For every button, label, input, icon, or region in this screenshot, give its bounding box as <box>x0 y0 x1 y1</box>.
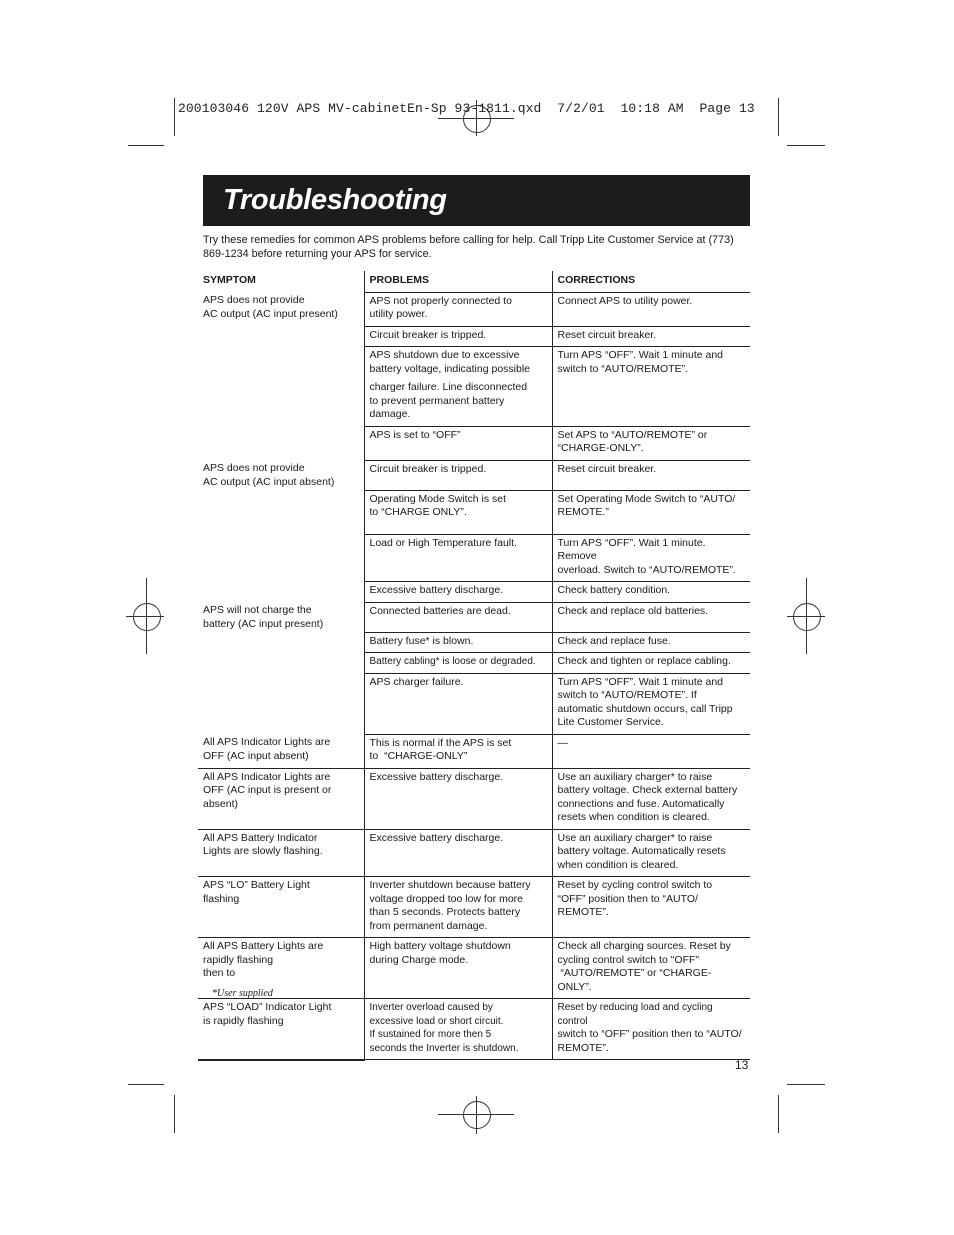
correction-text: “CHARGE-ONLY”. <box>557 442 644 454</box>
problem-text: excessive load or short circuit. <box>369 1015 504 1027</box>
symptom-cell <box>198 292 364 460</box>
correction-cell <box>552 999 750 1060</box>
problem-text: Battery cabling* is loose or degraded. <box>369 656 536 667</box>
correction-text: Set Operating Mode Switch to “AUTO/ <box>557 492 736 505</box>
symptom-text: APS will not charge the <box>203 604 312 616</box>
header-symptom: SYMPTOM <box>203 274 256 287</box>
correction-cell <box>552 653 750 674</box>
crop-mark <box>128 1084 164 1085</box>
header-corrections: CORRECTIONS <box>552 271 750 292</box>
symptom-text: AC output (AC input present) <box>203 307 338 320</box>
registration-circle <box>133 603 161 631</box>
symptom-text: flashing <box>203 892 240 905</box>
symptom-text: is rapidly flashing <box>203 1014 284 1027</box>
correction-text: Check and replace old batteries. <box>557 604 709 617</box>
correction-cell <box>552 602 750 632</box>
crop-mark <box>787 145 825 146</box>
problem-text: Inverter overload caused by <box>369 1002 493 1013</box>
symptom-cell <box>198 768 364 829</box>
correction-text: battery voltage. Automatically resets <box>557 845 726 857</box>
problem-text: during Charge mode. <box>369 953 469 966</box>
correction-cell <box>552 734 750 768</box>
problem-text: APS is set to “OFF” <box>369 428 461 441</box>
registration-circle <box>463 1101 491 1129</box>
correction-text: Turn APS “OFF”. Wait 1 minute. Remove <box>557 536 709 562</box>
correction-text: Reset circuit breaker. <box>557 328 657 341</box>
problem-cell <box>364 292 552 326</box>
symptom-cell <box>198 877 364 938</box>
problem-cell <box>364 999 552 1060</box>
problem-cell <box>364 877 552 938</box>
correction-text: “OFF” position then to “AUTO/ <box>557 892 698 905</box>
problem-text: voltage dropped too low for more <box>369 892 524 905</box>
problem-text: battery voltage, indicating possible <box>369 362 531 375</box>
problem-cell <box>364 768 552 829</box>
symptom-text: All APS Battery Lights are <box>203 940 324 952</box>
correction-text: Check and replace fuse. <box>557 634 671 647</box>
problem-cell <box>364 602 552 632</box>
symptom-text: All APS Battery Indicator <box>203 831 318 844</box>
symptom-text: APS “LO” Battery Light <box>203 879 310 891</box>
correction-text: Turn APS “OFF”. Wait 1 minute and <box>557 675 724 688</box>
problem-cell <box>364 460 552 490</box>
title-banner <box>203 175 750 226</box>
symptom-text: APS does not provide <box>203 462 305 474</box>
correction-text: overload. Switch to “AUTO/REMOTE”. <box>557 563 736 576</box>
correction-text: Reset by reducing load and cycling control <box>557 1002 716 1027</box>
problem-cell <box>364 653 552 674</box>
problem-text: APS charger failure. <box>369 675 464 688</box>
problem-cell <box>364 347 552 427</box>
correction-text: REMOTE.” <box>557 506 609 518</box>
correction-text: REMOTE”. <box>557 1041 609 1054</box>
problem-text: Excessive battery discharge. <box>369 584 504 596</box>
correction-text: battery voltage. Check external battery <box>557 784 738 796</box>
problem-cell <box>364 734 552 768</box>
problem-text: utility power. <box>369 308 428 320</box>
correction-text: Lite Customer Service. <box>557 716 664 728</box>
problem-text: charger failure. Line disconnected <box>369 381 528 393</box>
crop-mark <box>778 1095 779 1133</box>
table-row <box>198 460 750 490</box>
table-row <box>198 829 750 877</box>
troubleshooting-body <box>198 292 750 1060</box>
symptom-cell <box>198 999 364 1060</box>
correction-cell <box>552 426 750 460</box>
correction-cell <box>552 632 750 653</box>
correction-text: automatic shutdown occurs, call Tripp <box>557 702 733 715</box>
correction-text: cycling control switch to "OFF" <box>557 953 700 966</box>
problem-cell <box>364 490 552 534</box>
correction-text: connections and fuse. Automatically <box>557 797 725 810</box>
problem-text: Excessive battery discharge. <box>369 770 504 783</box>
troubleshooting-table <box>198 271 750 1061</box>
symptom-text: All APS Indicator Lights are <box>203 770 331 783</box>
correction-text: Set APS to “AUTO/REMOTE” or <box>557 428 708 441</box>
table-row <box>198 877 750 938</box>
crop-mark <box>174 1095 175 1133</box>
problem-text: to “CHARGE-ONLY” <box>369 750 468 762</box>
problem-text: seconds the Inverter is shutdown. <box>369 1042 519 1054</box>
problem-cell <box>364 829 552 877</box>
correction-text: Check all charging sources. Reset by <box>557 940 731 952</box>
table-row <box>198 768 750 829</box>
correction-text: switch to “AUTO/REMOTE”. <box>557 362 688 375</box>
correction-cell <box>552 460 750 490</box>
problem-text: Circuit breaker is tripped. <box>369 462 487 475</box>
table-row <box>198 602 750 632</box>
problem-cell <box>364 673 552 734</box>
problem-text: from permanent damage. <box>369 919 488 932</box>
correction-cell <box>552 582 750 603</box>
print-slug: 200103046 120V APS MV-cabinetEn-Sp 93-1811.qxd 7/2/01 10:18 AM Page 13 <box>178 101 755 116</box>
correction-cell <box>552 534 750 582</box>
page-number: 13 <box>735 1058 749 1072</box>
correction-text: Check battery condition. <box>557 584 671 596</box>
correction-cell <box>552 829 750 877</box>
problem-text: This is normal if the APS is set <box>369 736 512 749</box>
correction-text: switch to “AUTO/REMOTE”. If <box>557 689 697 701</box>
correction-text: Check and tighten or replace cabling. <box>557 655 731 667</box>
problem-text: Operating Mode Switch is set <box>369 492 507 505</box>
footnote: *User supplied <box>212 988 273 999</box>
problem-cell <box>364 632 552 653</box>
problem-text: High battery voltage shutdown <box>369 940 511 952</box>
symptom-text: then to <box>203 967 236 979</box>
symptom-text: rapidly flashing <box>203 953 274 966</box>
problem-text: APS shutdown due to excessive <box>369 349 520 361</box>
problem-text: than 5 seconds. Protects battery <box>369 906 521 918</box>
problem-cell <box>364 426 552 460</box>
symptom-text: absent) <box>203 797 239 810</box>
problem-cell <box>364 582 552 603</box>
problem-text: damage. <box>369 408 411 420</box>
page-title: Troubleshooting <box>223 184 447 216</box>
correction-cell <box>552 326 750 347</box>
problem-text: to “CHARGE ONLY”. <box>369 506 467 518</box>
correction-text: Use an auxiliary charger* to raise <box>557 770 713 783</box>
correction-cell <box>552 673 750 734</box>
correction-text: switch to “OFF” position then to “AUTO/ <box>557 1028 742 1040</box>
correction-text: — <box>557 736 568 749</box>
problem-text: Circuit breaker is tripped. <box>369 328 487 341</box>
problem-cell <box>364 534 552 582</box>
correction-cell <box>552 490 750 534</box>
correction-text: Turn APS “OFF”. Wait 1 minute and <box>557 349 724 361</box>
crop-mark <box>174 98 175 136</box>
problem-text: Inverter shutdown because battery <box>369 879 531 891</box>
symptom-text: APS “LOAD” Indicator Light <box>203 1001 332 1013</box>
correction-text: Connect APS to utility power. <box>557 294 693 307</box>
problem-text: Excessive battery discharge. <box>369 831 504 844</box>
correction-cell <box>552 877 750 938</box>
problem-cell <box>364 938 552 999</box>
symptom-text: battery (AC input present) <box>203 617 324 630</box>
correction-cell <box>552 347 750 427</box>
correction-text: when condition is cleared. <box>557 858 679 871</box>
table-row <box>198 938 750 999</box>
correction-cell <box>552 768 750 829</box>
symptom-cell <box>198 734 364 768</box>
correction-text: “AUTO/REMOTE” or “CHARGE-ONLY”. <box>557 967 712 993</box>
symptom-text: OFF (AC input absent) <box>203 749 309 762</box>
crop-mark <box>128 145 164 146</box>
correction-cell <box>552 938 750 999</box>
problem-text: If sustained for more then 5 <box>369 1029 492 1040</box>
problem-text: Connected batteries are dead. <box>369 604 511 617</box>
correction-text: Reset by cycling control switch to <box>557 879 713 891</box>
problem-text: Load or High Temperature fault. <box>369 536 517 549</box>
symptom-cell <box>198 460 364 602</box>
symptom-text: Lights are slowly flashing. <box>203 845 323 857</box>
correction-text: resets when condition is cleared. <box>557 811 710 823</box>
problem-text: to prevent permanent battery <box>369 394 505 407</box>
problem-text: Battery fuse* is blown. <box>369 634 474 647</box>
symptom-cell <box>198 829 364 877</box>
problem-cell <box>364 326 552 347</box>
symptom-text: APS does not provide <box>203 294 305 306</box>
problem-text: APS not properly connected to <box>369 294 512 307</box>
table-row <box>198 734 750 768</box>
correction-cell <box>552 292 750 326</box>
table-row <box>198 292 750 326</box>
crop-mark <box>778 98 779 136</box>
header-problems: PROBLEMS <box>364 271 552 292</box>
correction-text: REMOTE”. <box>557 906 609 918</box>
table-row <box>198 999 750 1060</box>
crop-mark <box>787 1084 825 1085</box>
registration-circle <box>793 603 821 631</box>
intro-text: Try these remedies for common APS problems before calling for help. Call Tripp Lite Customer Service at (773) 869-1234 before returning your APS for service. <box>203 234 734 260</box>
symptom-text: All APS Indicator Lights are <box>203 736 331 748</box>
symptom-cell <box>198 602 364 734</box>
symptom-text: OFF (AC input is present or <box>203 784 332 796</box>
correction-text: Use an auxiliary charger* to raise <box>557 831 713 844</box>
correction-text: Reset circuit breaker. <box>557 462 657 475</box>
symptom-text: AC output (AC input absent) <box>203 475 335 488</box>
